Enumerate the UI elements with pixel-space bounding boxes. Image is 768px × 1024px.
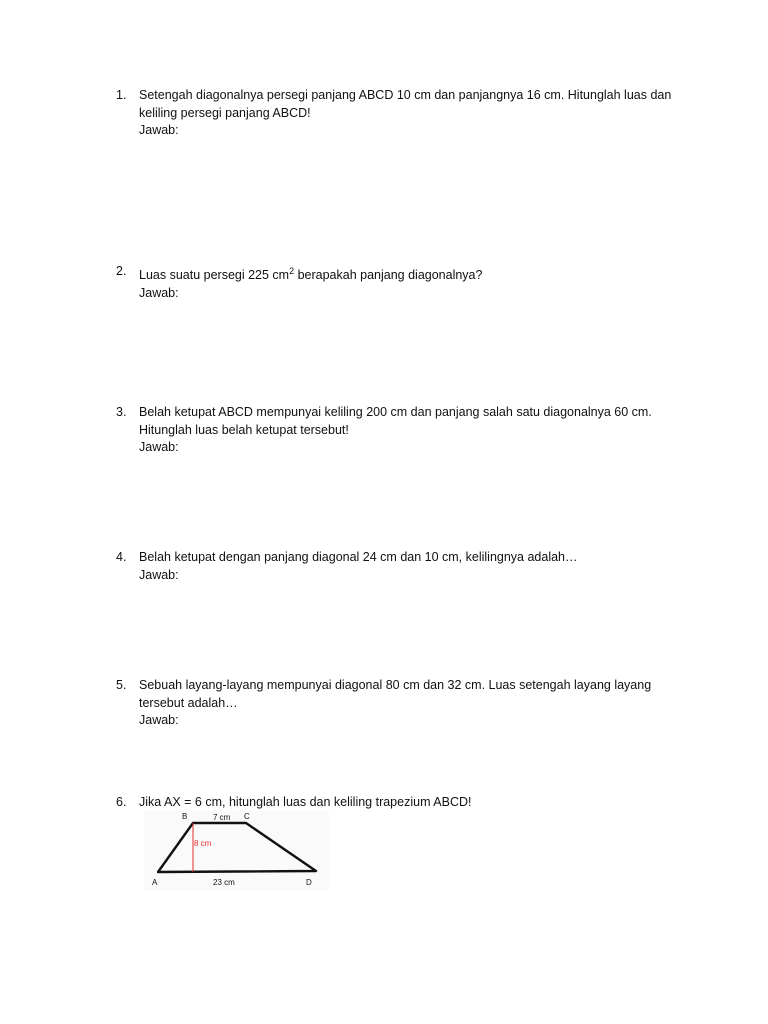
answer-label: Jawab: xyxy=(139,567,179,582)
question-text: Sebuah layang-layang mempunyai diagonal 80 cm dan 32 cm. Luas setengah layang layang tersebut adalah… xyxy=(139,678,652,710)
question-number: 2. xyxy=(116,264,127,278)
question-text: Belah ketupat dengan panjang diagonal 24 cm dan 10 cm, kelilingnya adalah… xyxy=(139,550,578,564)
question-2 xyxy=(116,263,676,302)
question-number: 5. xyxy=(116,678,127,692)
question-text-start: Luas suatu persegi 225 cm xyxy=(139,268,290,283)
vertex-label-c: C xyxy=(244,812,250,821)
answer-label: Jawab: xyxy=(139,440,179,454)
question-text xyxy=(139,268,482,282)
question-4 xyxy=(116,549,676,584)
question-5 xyxy=(116,677,676,730)
question-number: 6. xyxy=(116,795,127,809)
question-3 xyxy=(116,404,676,457)
trapezium-figure xyxy=(144,811,329,891)
question-text: Jika AX = 6 cm, hitunglah luas dan keliling trapezium ABCD! xyxy=(139,795,472,809)
answer-label: Jawab: xyxy=(139,285,179,300)
height-label: 8 cm xyxy=(194,839,212,848)
question-number: 3. xyxy=(116,405,127,419)
question-number: 1. xyxy=(116,88,127,102)
superscript-exponent: 2 xyxy=(289,266,295,276)
question-1 xyxy=(116,87,676,140)
answer-label: Jawab: xyxy=(139,123,179,137)
question-text-end: berapakah panjang diagonalnya? xyxy=(294,268,483,283)
question-number: 4. xyxy=(116,550,127,564)
top-side-label: 7 cm xyxy=(213,813,231,822)
trapezium-diagram xyxy=(144,811,329,891)
vertex-label-a: A xyxy=(152,878,158,887)
vertex-label-b: B xyxy=(182,812,188,821)
question-text: Belah ketupat ABCD mempunyai keliling 200 cm dan panjang salah satu diagonalnya 60 cm. Hitunglah luas belah ketupat tersebut! xyxy=(139,405,652,437)
question-6 xyxy=(116,794,676,812)
question-text: Setengah diagonalnya persegi panjang ABCD 10 cm dan panjangnya 16 cm. Hitunglah luas dan keliling persegi panjang ABCD! xyxy=(139,88,672,120)
answer-label: Jawab: xyxy=(139,713,179,727)
bottom-side-label: 23 cm xyxy=(213,878,235,887)
vertex-label-d: D xyxy=(306,878,312,887)
